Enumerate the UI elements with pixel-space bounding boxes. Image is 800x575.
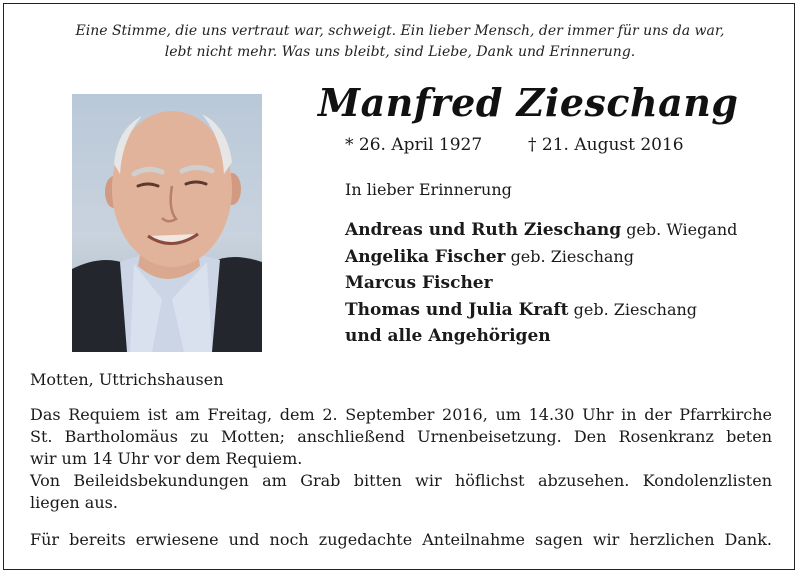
quote-line-2: lebt nicht mehr. Was uns bleibt, sind Liebe, Dank und Erinnerung. bbox=[164, 44, 636, 60]
quote-line-1: Eine Stimme, die uns vertraut war, schweigt. Ein lieber Mensch, der immer für uns da war, bbox=[75, 23, 725, 39]
life-dates bbox=[345, 135, 684, 155]
service-line-5: liegen aus. bbox=[30, 493, 118, 512]
mourner-note: geb. Zieschang bbox=[573, 299, 698, 319]
birth-date: * 26. April 1927 bbox=[345, 135, 483, 155]
deceased-name: Manfred Zieschang bbox=[318, 80, 739, 125]
mourner-entry bbox=[345, 297, 737, 324]
mourner-name: und alle Angehörigen bbox=[345, 326, 551, 346]
thanks-line: Für bereits erwiesene und noch zugedachte Anteilnahme sagen wir herzlichen Dank. bbox=[30, 530, 772, 549]
service-line-1: Das Requiem ist am Freitag, dem 2. September 2016, um 14.30 Uhr in der Pfarrkirche bbox=[30, 405, 772, 424]
mourner-name: Angelika Fischer bbox=[345, 246, 506, 267]
portrait-photo bbox=[72, 94, 262, 352]
mourner-entry bbox=[345, 270, 737, 297]
mourner-entry bbox=[345, 323, 737, 350]
mourners-list bbox=[345, 217, 737, 350]
mourner-name: Marcus Fischer bbox=[345, 273, 493, 293]
service-line-4: Von Beileidsbekundungen am Grab bitten wir höflichst abzusehen. Kondolenzlisten bbox=[30, 471, 772, 490]
mourner-name: Andreas und Ruth Zieschang bbox=[345, 220, 622, 240]
service-line-3: wir um 14 Uhr vor dem Requiem. bbox=[30, 449, 303, 468]
service-details bbox=[30, 404, 772, 514]
service-line-2: St. Bartholomäus zu Motten; anschließend Urnenbeisetzung. Den Rosenkranz beten bbox=[30, 427, 772, 446]
mourner-name: Thomas und Julia Kraft bbox=[345, 299, 569, 320]
memorial-quote bbox=[20, 21, 780, 63]
mourner-entry bbox=[345, 244, 737, 271]
mourner-entry bbox=[345, 217, 737, 244]
place-line: Motten, Uttrichshausen bbox=[30, 370, 224, 389]
memory-label: In lieber Erinnerung bbox=[345, 180, 512, 199]
mourner-note: geb. Zieschang bbox=[510, 246, 634, 266]
death-date: † 21. August 2016 bbox=[528, 135, 684, 155]
mourner-note: geb. Wiegand bbox=[626, 220, 738, 239]
